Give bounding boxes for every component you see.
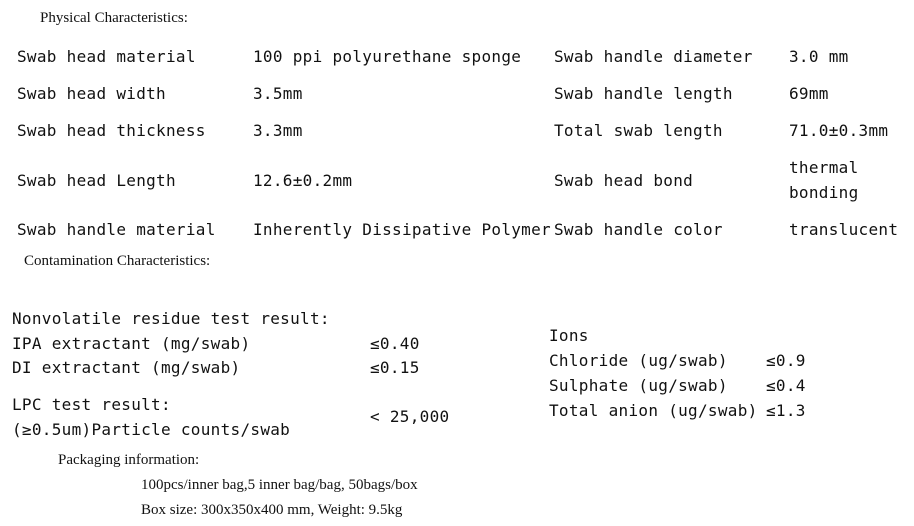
row-value: 3.5mm (253, 84, 303, 103)
row-value: Inherently Dissipative Polymer (253, 220, 551, 239)
sulphate-label: Sulphate (ug/swab) (549, 376, 728, 395)
packaging-line-2: Box size: 300x350x400 mm, Weight: 9.5kg (141, 502, 403, 518)
di-label: DI extractant (mg/swab) (12, 358, 241, 377)
total-anion-label: Total anion (ug/swab) (549, 401, 758, 420)
sulphate-value: ≤0.4 (766, 376, 806, 395)
row-label: Swab handle length (554, 84, 733, 103)
lpc-heading: LPC test result: (12, 395, 171, 414)
ipa-value: ≤0.40 (370, 334, 420, 353)
lpc-label: (≥0.5um)Particle counts/swab (12, 420, 291, 439)
row-value-line1: thermal (789, 158, 859, 177)
row-label: Swab head thickness (17, 121, 206, 140)
row-value: 12.6±0.2mm (253, 171, 353, 190)
packaging-title: Packaging information: (58, 452, 200, 468)
row-label: Swab head material (17, 47, 196, 66)
row-label: Swab head Length (17, 171, 176, 190)
nvr-heading: Nonvolatile residue test result: (12, 309, 330, 328)
physical-characteristics-title: Physical Characteristics: (40, 10, 188, 26)
contamination-characteristics-title: Contamination Characteristics: (24, 253, 211, 269)
ipa-label: IPA extractant (mg/swab) (12, 334, 251, 353)
ions-heading: Ions (549, 326, 589, 345)
row-label: Swab head width (17, 84, 166, 103)
row-value: 71.0±0.3mm (789, 121, 889, 140)
chloride-value: ≤0.9 (766, 351, 806, 370)
di-value: ≤0.15 (370, 358, 420, 377)
total-anion-value: ≤1.3 (766, 401, 806, 420)
row-label: Swab handle color (554, 220, 723, 239)
row-value: 69mm (789, 84, 829, 103)
row-label: Swab head bond (554, 171, 694, 190)
row-label: Total swab length (554, 121, 723, 140)
row-value: 3.0 mm (789, 47, 849, 66)
lpc-value: < 25,000 (370, 407, 450, 426)
chloride-label: Chloride (ug/swab) (549, 351, 728, 370)
row-value-line2: bonding (789, 183, 859, 202)
row-value: translucent (789, 220, 899, 239)
row-value: 3.3mm (253, 121, 303, 140)
row-value: 100 ppi polyurethane sponge (253, 47, 522, 66)
row-label: Swab handle material (17, 220, 216, 239)
packaging-line-1: 100pcs/inner bag,5 inner bag/bag, 50bags/box (141, 477, 418, 493)
row-label: Swab handle diameter (554, 47, 753, 66)
